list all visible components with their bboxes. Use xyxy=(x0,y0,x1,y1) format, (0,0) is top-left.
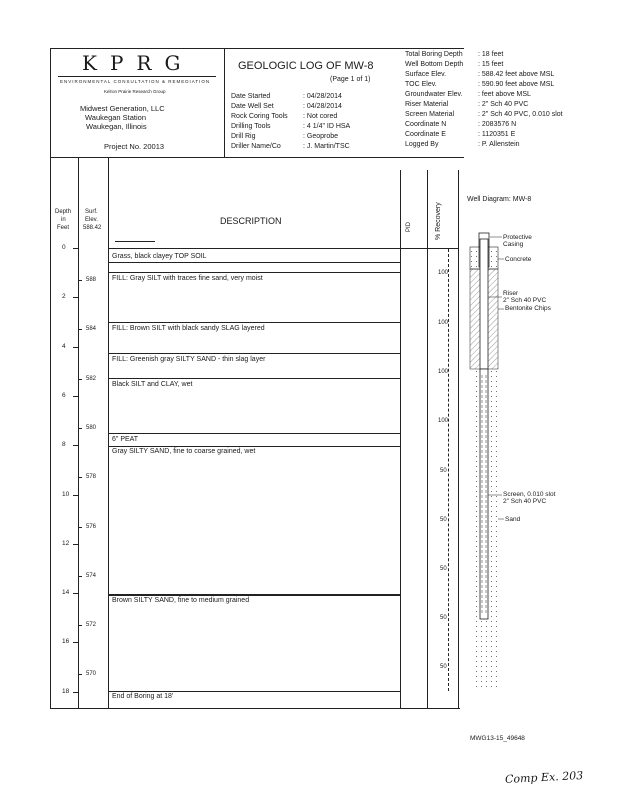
drill-rig-value: : Geoprobe xyxy=(303,133,339,140)
coord-n-label: Coordinate N xyxy=(405,121,447,128)
well-label-protective: Protective xyxy=(503,234,532,241)
well-label-riser-material: 2" Sch 40 PVC xyxy=(503,297,547,304)
well-label-bentonite: Bentonite Chips xyxy=(505,305,551,312)
recovery-value: 50 xyxy=(440,664,447,670)
company-tagline: ENVIRONMENTAL CONSULTATION & REMEDIATION xyxy=(60,79,211,84)
log-top-line xyxy=(108,248,458,249)
recovery-value: 50 xyxy=(440,566,447,572)
coord-n-value: : 2083576 N xyxy=(478,121,517,128)
toc-elev-value: : 590.90 feet above MSL xyxy=(478,81,555,88)
layer-boundary xyxy=(108,322,400,323)
elevation-tick-mark xyxy=(78,477,82,478)
depth-header-2: in xyxy=(61,217,66,223)
layer-boundary xyxy=(108,262,400,263)
elevation-tick-mark xyxy=(78,379,82,380)
rock-coring-label: Rock Coring Tools xyxy=(231,113,288,120)
well-diagram-header: Well Diagram: MW-8 xyxy=(467,196,532,203)
depth-tick-label: 0 xyxy=(62,244,66,251)
description-header-rule xyxy=(115,241,155,242)
driller-label: Driller Name/Co xyxy=(231,143,281,150)
riser-label: Riser Material xyxy=(405,101,449,108)
recovery-header: % Recovery xyxy=(435,202,442,240)
elev-header-1: Surf. xyxy=(85,209,98,215)
depth-tick-mark xyxy=(73,544,78,545)
depth-tick-mark xyxy=(73,642,78,643)
description-header: DESCRIPTION xyxy=(220,216,282,226)
company-logo: KPRG xyxy=(82,51,194,75)
elevation-tick-label: 584 xyxy=(86,326,97,333)
elevation-tick-label: 580 xyxy=(86,424,97,431)
depth-tick-mark xyxy=(73,248,78,249)
drilling-tools-value: : 4 1/4" ID HSA xyxy=(303,123,351,130)
depth-tick-mark xyxy=(73,297,78,298)
total-depth-value: : 18 feet xyxy=(478,51,504,58)
layer-description: FILL: Gray SILT with traces fine sand, very moist xyxy=(112,275,263,282)
rock-coring-value: : Not cored xyxy=(303,113,338,120)
elevation-tick-label: 578 xyxy=(86,474,97,481)
elevation-tick-mark xyxy=(78,280,82,281)
well-label-concrete: Concrete xyxy=(505,256,532,263)
layer-boundary xyxy=(108,594,400,596)
recovery-value: 100 xyxy=(438,369,449,375)
logged-by-label: Logged By xyxy=(405,141,439,148)
client-name: Midwest Generation, LLC xyxy=(80,104,165,113)
groundwater-label: Groundwater Elev. xyxy=(405,91,463,98)
well-label-riser: Riser xyxy=(503,290,519,297)
layer-boundary xyxy=(108,378,400,379)
recovery-value: 50 xyxy=(440,468,447,474)
log-bottom-line xyxy=(50,708,460,709)
left-border xyxy=(50,48,51,708)
depth-tick-label: 2 xyxy=(62,293,66,301)
toc-elev-label: TOC Elev. xyxy=(405,81,437,88)
depth-tick-mark xyxy=(73,445,78,446)
depth-tick-label: 14 xyxy=(62,589,70,597)
riser-value: : 2" Sch 40 PVC xyxy=(478,101,529,108)
elevation-tick-label: 582 xyxy=(86,375,97,382)
depth-header-1: Depth xyxy=(55,209,72,215)
well-bottom-label: Well Bottom Depth xyxy=(405,61,464,68)
screen-label: Screen Material xyxy=(405,111,455,118)
company-sub-tagline: Kelron Prairie Research Group xyxy=(104,89,166,94)
date-started-value: : 04/28/2014 xyxy=(303,93,342,100)
layer-boundary xyxy=(108,353,400,354)
depth-tick-mark xyxy=(73,495,78,496)
driller-value: : J. Martin/TSC xyxy=(303,143,350,150)
well-label-screen: Screen, 0.010 slot xyxy=(503,491,556,498)
screen-value: : 2" Sch 40 PVC, 0.010 slot xyxy=(478,111,563,118)
coord-e-label: Coordinate E xyxy=(405,131,446,138)
depth-tick-mark xyxy=(73,593,78,594)
elevation-tick-label: 572 xyxy=(86,622,97,629)
elevation-tick-label: 570 xyxy=(86,671,97,678)
layer-description: Brown SILTY SAND, fine to medium grained xyxy=(112,597,250,604)
surface-elev-label: Surface Elev. xyxy=(405,71,447,78)
depth-tick-mark xyxy=(73,692,78,693)
log-title: GEOLOGIC LOG OF MW-8 xyxy=(238,60,374,72)
elevation-tick-mark xyxy=(78,428,82,429)
coord-e-value: : 1120351 E xyxy=(478,131,516,138)
project-number: Project No. 20013 xyxy=(104,142,165,151)
elevation-tick-mark xyxy=(78,625,82,626)
header-divider xyxy=(224,48,225,157)
depth-tick-label: 10 xyxy=(62,490,70,498)
recovery-value: 50 xyxy=(440,615,447,621)
layer-description: FILL: Greenish gray SILTY SAND - thin slag layer xyxy=(112,356,266,363)
elevation-tick-label: 574 xyxy=(86,572,97,579)
date-well-set-label: Date Well Set xyxy=(231,103,274,110)
document-id: MWG13-15_49648 xyxy=(470,735,525,742)
layer-description: End of Boring at 18' xyxy=(112,693,174,700)
date-started-label: Date Started xyxy=(231,93,271,100)
elevation-tick-label: 588 xyxy=(86,277,97,283)
depth-tick-mark xyxy=(73,347,78,348)
elevation-tick-mark xyxy=(78,527,82,528)
layer-boundary xyxy=(108,446,400,447)
layer-description: FILL: Brown SILT with black sandy SLAG layered xyxy=(112,325,265,332)
logo-rule xyxy=(58,76,216,77)
page-indicator: (Page 1 of 1) xyxy=(330,76,371,83)
date-well-set-value: : 04/28/2014 xyxy=(303,103,342,110)
client-site: Waukegan Station xyxy=(85,113,147,122)
well-label-sand: Sand xyxy=(505,516,521,523)
elevation-tick-mark xyxy=(78,576,82,577)
elevation-tick-mark xyxy=(78,674,82,675)
client-location: Waukegan, Illinois xyxy=(86,122,147,131)
well-label-screen-material: 2" Sch 40 PVC xyxy=(503,498,547,505)
groundwater-value: : feet above MSL xyxy=(478,91,531,98)
depth-tick-label: 16 xyxy=(62,638,70,646)
pid-column-right xyxy=(427,170,428,708)
header-top-border xyxy=(50,48,464,49)
layer-boundary xyxy=(108,691,400,692)
layer-description: Grass, black clayey TOP SOIL xyxy=(112,253,207,260)
depth-tick-mark xyxy=(73,396,78,397)
surface-elev-value: : 588.42 feet above MSL xyxy=(478,71,555,78)
depth-tick-label: 18 xyxy=(62,687,70,695)
recovery-column-right xyxy=(458,170,459,708)
recovery-value: 100 xyxy=(438,320,449,326)
layer-boundary xyxy=(108,272,400,273)
depth-header-3: Feet xyxy=(57,225,70,231)
well-label-casing: Casing xyxy=(503,241,524,248)
depth-tick-label: 4 xyxy=(62,342,66,350)
recovery-value: 50 xyxy=(440,517,447,523)
depth-tick-label: 12 xyxy=(62,539,70,547)
drilling-tools-label: Drilling Tools xyxy=(231,123,271,130)
layer-description: Gray SILTY SAND, fine to coarse grained, wet xyxy=(112,448,256,455)
drill-rig-label: Drill Rig xyxy=(231,133,256,140)
pid-header: PID xyxy=(406,221,412,232)
elevation-tick-label: 576 xyxy=(86,523,97,530)
elev-header-3: 588.42 xyxy=(83,225,102,231)
elevation-tick-mark xyxy=(78,329,82,330)
recovery-value: 100 xyxy=(438,270,449,276)
well-bottom-value: : 15 feet xyxy=(478,61,504,68)
layer-boundary xyxy=(108,433,400,434)
handwritten-exhibit-mark: Comp Ex. 203 xyxy=(504,768,584,787)
elev-header-2: Elev. xyxy=(85,217,98,223)
recovery-value: 100 xyxy=(438,418,449,424)
header-bottom-border xyxy=(50,157,464,158)
pid-column-left xyxy=(400,170,401,708)
depth-tick-label: 8 xyxy=(62,441,66,449)
layer-description: 6" PEAT xyxy=(112,436,139,443)
recovery-sample-line xyxy=(448,249,449,691)
logged-by-value: : P. Allenstein xyxy=(478,141,520,148)
total-depth-label: Total Boring Depth xyxy=(405,51,463,58)
depth-tick-label: 6 xyxy=(62,391,66,399)
layer-description: Black SILT and CLAY, wet xyxy=(112,381,193,388)
